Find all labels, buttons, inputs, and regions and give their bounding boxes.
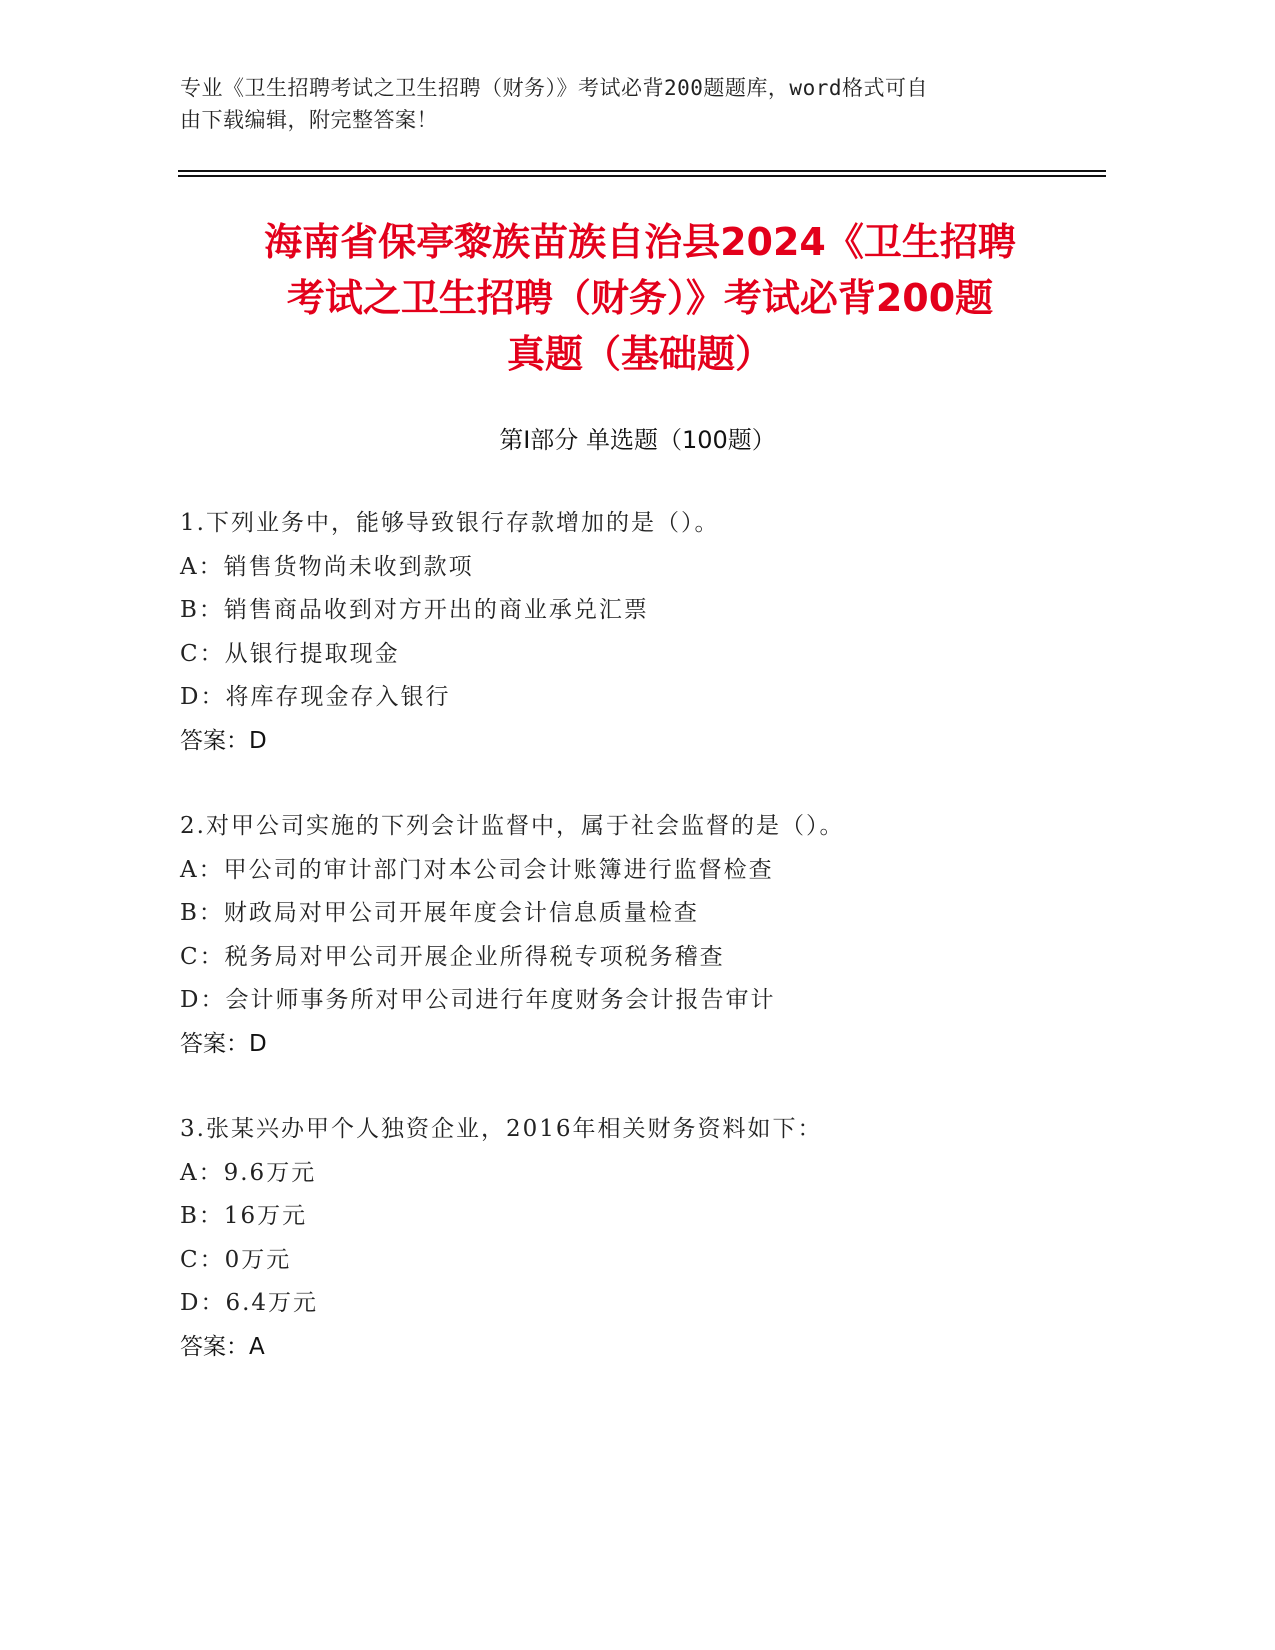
option-c: C：税务局对甲公司开展企业所得税专项税务稽查 bbox=[180, 943, 725, 970]
document-title bbox=[170, 214, 1110, 382]
option-b: B：财政局对甲公司开展年度会计信息质量检查 bbox=[180, 900, 699, 926]
header-note-line-2: 由下载编辑，附完整答案！ bbox=[180, 108, 438, 132]
option-b: B：16万元 bbox=[180, 1203, 308, 1229]
header-note bbox=[180, 72, 1040, 136]
question-item bbox=[180, 805, 1120, 1066]
question-stem: 2.对甲公司实施的下列会计监督中，属于社会监督的是（）。 bbox=[180, 813, 845, 839]
answer: 答案：A bbox=[180, 1333, 265, 1360]
question-item bbox=[180, 1108, 1120, 1369]
header-divider-top bbox=[178, 170, 1106, 172]
option-d: D：将库存现金存入银行 bbox=[180, 684, 451, 710]
header-divider-bottom bbox=[178, 175, 1106, 177]
title-line-3: 真题（基础题） bbox=[506, 332, 773, 376]
answer: 答案：D bbox=[180, 727, 267, 754]
option-d: D：会计师事务所对甲公司进行年度财务会计报告审计 bbox=[180, 987, 776, 1013]
option-b: B：销售商品收到对方开出的商业承兑汇票 bbox=[180, 597, 649, 623]
title-line-2: 考试之卫生招聘（财务）》考试必背200题 bbox=[286, 276, 994, 320]
option-a: A：销售货物尚未收到款项 bbox=[180, 553, 474, 580]
title-line-1: 海南省保亭黎族苗族自治县2024《卫生招聘 bbox=[264, 220, 1016, 264]
section-title: 第Ⅰ部分 单选题（100题） bbox=[499, 426, 776, 454]
answer: 答案：D bbox=[180, 1030, 267, 1057]
option-c: C：0万元 bbox=[180, 1246, 292, 1273]
question-item bbox=[180, 502, 1120, 763]
option-a: A：9.6万元 bbox=[180, 1159, 317, 1186]
option-a: A：甲公司的审计部门对本公司会计账簿进行监督检查 bbox=[180, 856, 774, 883]
question-stem: 3.张某兴办甲个人独资企业，2016年相关财务资料如下： bbox=[180, 1116, 823, 1142]
question-stem: 1.下列业务中，能够导致银行存款增加的是（）。 bbox=[180, 510, 720, 536]
option-c: C：从银行提取现金 bbox=[180, 640, 400, 667]
option-d: D：6.4万元 bbox=[180, 1290, 319, 1316]
question-list bbox=[180, 502, 1120, 1411]
header-note-line-1: 专业《卫生招聘考试之卫生招聘（财务）》考试必背200题题库，word格式可自 bbox=[180, 76, 928, 100]
